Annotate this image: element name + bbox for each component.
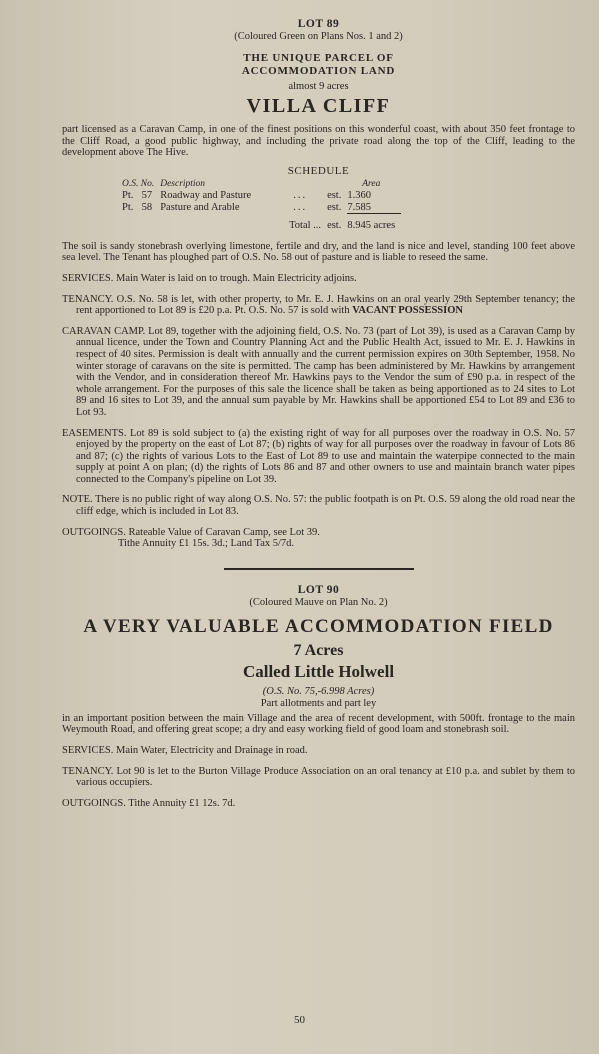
schedule-table <box>122 179 401 232</box>
lot-90-services: SERVICES. Main Water, Electricity and Drainage in road. <box>62 745 308 757</box>
schedule-row-desc: Pasture and Arable <box>160 202 240 214</box>
lot-90-header <box>62 584 575 709</box>
schedule-total-value: 8.945 acres <box>347 214 401 232</box>
schedule-row-pt: Pt. <box>122 190 134 202</box>
lot-90-part: Part allotments and part ley <box>260 697 377 709</box>
schedule-row-no: 58 <box>141 202 153 214</box>
schedule-col-desc: Description <box>160 178 206 189</box>
schedule-row-dots: ... <box>293 190 308 202</box>
page-number: 50 <box>294 1014 305 1026</box>
schedule <box>62 165 575 232</box>
schedule-total-est: est. <box>327 220 342 232</box>
lot-90-os-note: (O.S. No. 75,-6.998 Acres) <box>262 685 375 697</box>
schedule-row-dots: ... <box>293 202 308 214</box>
lot-90-tenancy: TENANCY. Lot 90 is let to the Burton Village Produce Association on an oral tenancy at £10 p.a. and sublet by them to various occupiers. <box>62 765 575 789</box>
lot-89-heading-line1: THE UNIQUE PARCEL OF <box>243 52 394 64</box>
lot-89-heading-line2: ACCOMMODATION LAND <box>241 65 396 77</box>
schedule-row <box>122 190 401 202</box>
lot-90-acres: 7 Acres <box>293 641 344 659</box>
schedule-row-est: est. <box>327 190 342 202</box>
lot-89-tenancy-text: TENANCY. O.S. No. 58 is let, with other property, to Mr. E. J. Hawkins on an oral yearly 29th September tenancy; the rent apportioned to Lot 89 is £20 p.a. Pt. O.S. No. 57 is sold with <box>62 293 575 317</box>
lot-90-intro: in an important position between the main Village and the area of recent development, with 500ft. frontage to the main Weymouth Road, and offering great scope; a dry and easy working field of good loam and stonebrash soil. <box>62 712 575 736</box>
schedule-col-area: Area <box>362 178 381 189</box>
lot-89-intro: part licensed as a Caravan Camp, in one of the finest positions on this wonderful coast, with about 350 feet frontage to the Cliff Road, a good public highway, and including the private road along the top of the Cliff, leading to the development above The Hive. <box>62 124 575 159</box>
lot-89-caravan-camp: CARAVAN CAMP. Lot 89, together with the adjoining field, O.S. No. 73 (part of Lot 39), is used as a Caravan Camp by annual licence, under the Town and Country Planning Act and the Public Health Act, issued to Mr. E. J. Hawkins in respect of 40 sites. Permission is dealt with annually and the current permission expires on 30th September, 1958. No winter storage of caravans on the site is permitted. The camp has been administered by Mr. Hawkins by arrangement with the Vendor, and in consideration thereof Mr. Hawkins pays to the Vendor the sum of £90 p.a. in respect of the whole arrangement. For the purposes of this sale the licence shall be taken as being apportioned as to 24 sites to Lot 89 and 16 sites to Lot 39, and the annual sum payable by Mr. Hawkins shall be apportioned £54 to Lot 89 and £36 to Lot 93. <box>62 325 575 418</box>
lot-89-coloured-note: (Coloured Green on Plans Nos. 1 and 2) <box>234 31 403 42</box>
schedule-row-est: est. <box>327 202 342 214</box>
lot-89-header <box>62 18 575 118</box>
schedule-row-area: 7.585 <box>347 201 371 213</box>
lot-89-outgoings-line2: Tithe Annuity £1 15s. 3d.; Land Tax 5/7d. <box>118 538 295 550</box>
lot-90-outgoings: OUTGOINGS. Tithe Annuity £1 12s. 7d. <box>62 797 236 809</box>
lot-89-note: NOTE. There is no public right of way along O.S. No. 57: the public footpath is on Pt. O.S. 59 along the old road near the cliff edge, which is included in Lot 83. <box>62 494 575 518</box>
lot-89-tenancy <box>62 294 575 317</box>
schedule-header-row <box>122 179 401 191</box>
vacant-possession: VACANT POSSESSION <box>352 305 463 317</box>
lot-89-name: VILLA CLIFF <box>246 95 391 117</box>
schedule-title: SCHEDULE <box>287 164 350 177</box>
lot-90-title: A VERY VALUABLE ACCOMMODATION FIELD <box>83 615 554 637</box>
lot-89-services: SERVICES. Main Water is laid on to trough. Main Electricity adjoins. <box>62 272 357 284</box>
schedule-col-os: O.S. No. <box>122 178 155 189</box>
schedule-row <box>122 202 401 214</box>
lot-90-called: Called Little Holwell <box>242 661 395 681</box>
lot-89-acres: almost 9 acres <box>288 81 349 92</box>
schedule-row-area: 1.360 <box>347 190 371 202</box>
lot-90-number: LOT 90 <box>297 583 340 596</box>
lot-89-outgoings-line1: OUTGOINGS. Rateable Value of Caravan Camp, see Lot 39. <box>62 526 320 538</box>
lot-89-easements: EASEMENTS. Lot 89 is sold subject to (a) the existing right of way for all purposes over the roadway in O.S. No. 57 enjoyed by the property on the east of Lot 87; (b) rights of way for all purposes over the roadway in favour of Lots 86 and 87; (c) the rights of various Lots to the East of Lot 89 to use and maintain the waterpipe connected to the main supply at point A on plan; (d) the rights of Lots 86 and 87 and other owners to use and maintain branch water pipes connected to the Company's pipeline on Lot 39. <box>62 427 575 485</box>
schedule-row-pt: Pt. <box>122 202 134 214</box>
schedule-row-no: 57 <box>141 190 153 202</box>
lot-89-number: LOT 89 <box>297 18 340 30</box>
schedule-total-label: Total ... <box>289 220 322 232</box>
schedule-total-row <box>122 214 401 232</box>
lot-89-soil: The soil is sandy stonebrash overlying limestone, fertile and dry, and the land is nice and level, standing 100 feet above sea level. The Tenant has ploughed part of O.S. No. 58 out of pasture and is liable to reseed the same. <box>62 240 575 264</box>
lot-90-coloured-note: (Coloured Mauve on Plan No. 2) <box>249 596 388 608</box>
schedule-row-desc: Roadway and Pasture <box>160 190 252 202</box>
section-divider <box>224 568 414 570</box>
